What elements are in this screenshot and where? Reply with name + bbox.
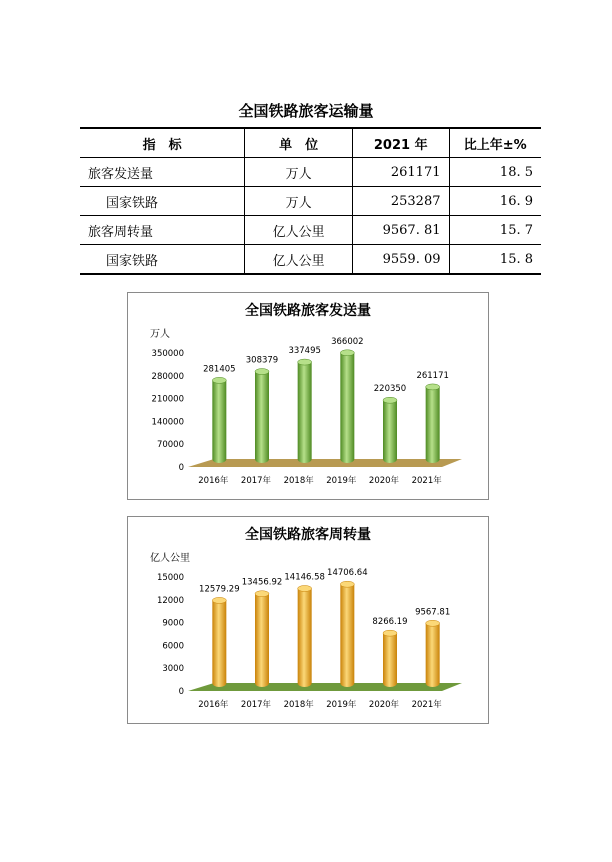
x-tick-label: 2018年	[283, 476, 314, 486]
header-year: 2021 年	[352, 128, 449, 158]
row-value: 253287	[352, 187, 449, 216]
bar-cap	[383, 397, 397, 403]
page-title: 全国铁路旅客运输量	[238, 102, 374, 120]
data-label: 13456.92	[241, 577, 283, 588]
x-tick-label: 2018年	[283, 700, 314, 710]
row-unit: 亿人公里	[245, 245, 353, 275]
y-tick-label: 0	[178, 687, 184, 697]
y-tick-label: 6000	[162, 641, 184, 652]
bar-cap	[212, 377, 226, 383]
bar-body	[383, 397, 397, 463]
bar-cap	[255, 591, 269, 597]
bar-cap	[340, 581, 354, 587]
y-tick-label: 140000	[151, 417, 184, 428]
bar-cap	[426, 384, 440, 390]
bar	[298, 359, 312, 463]
x-tick-label: 2019年	[326, 476, 357, 486]
bar-body	[340, 581, 354, 687]
row-change: 15. 7	[449, 216, 541, 245]
y-tick-label: 15000	[156, 573, 184, 583]
bar-cap	[255, 369, 269, 375]
row-unit: 万人	[245, 158, 353, 187]
bar	[255, 591, 269, 687]
bar	[426, 620, 440, 687]
chart-title: 全国铁路旅客发送量	[245, 303, 371, 319]
bar	[383, 630, 397, 687]
y-tick-label: 0	[178, 463, 184, 473]
bar-cap	[426, 620, 440, 626]
x-tick-label: 2019年	[326, 700, 357, 710]
header-unit: 单 位	[245, 128, 353, 158]
bar-cap	[383, 630, 397, 636]
passenger-volume-chart-svg	[128, 293, 488, 499]
bar-cap	[298, 585, 312, 591]
bar-body	[212, 597, 226, 687]
statistics-table	[80, 127, 541, 275]
y-tick-label: 210000	[151, 394, 184, 405]
bar	[212, 597, 226, 687]
data-label: 14146.58	[284, 572, 325, 583]
y-axis-unit: 亿人公里	[150, 553, 190, 564]
row-name: 旅客发送量	[80, 158, 245, 187]
bar-body	[298, 359, 312, 463]
x-tick-label: 2016年	[198, 700, 229, 710]
x-tick-label: 2021年	[411, 476, 442, 486]
x-tick-label: 2016年	[198, 476, 229, 486]
data-label: 9567.81	[415, 607, 451, 618]
header-change: 比上年±%	[449, 128, 541, 158]
data-label: 281405	[203, 364, 236, 375]
data-label: 261171	[416, 370, 449, 381]
y-tick-label: 3000	[162, 664, 184, 675]
bar-body	[426, 384, 440, 463]
x-tick-label: 2020年	[368, 700, 400, 710]
chart-floor	[188, 459, 462, 467]
y-axis-unit: 万人	[150, 329, 170, 340]
row-value: 9559. 09	[352, 245, 449, 275]
bar-body	[255, 591, 269, 687]
passenger-turnover-chart	[127, 516, 489, 724]
x-tick-label: 2017年	[240, 476, 272, 486]
row-change: 16. 9	[449, 187, 541, 216]
bar	[383, 397, 397, 463]
row-name: 旅客周转量	[80, 216, 245, 245]
chart-title: 全国铁路旅客周转量	[245, 527, 371, 543]
bar-body	[340, 350, 354, 463]
data-label: 220350	[373, 384, 407, 395]
bar	[340, 581, 354, 687]
table-header-row	[80, 128, 541, 158]
bar-body	[255, 369, 269, 463]
data-label: 8266.19	[372, 617, 408, 628]
bar-cap	[298, 359, 312, 365]
row-unit: 万人	[245, 187, 353, 216]
y-tick-label: 280000	[151, 371, 184, 382]
row-name: 国家铁路	[80, 245, 245, 275]
bar	[255, 369, 269, 463]
table-row	[80, 187, 541, 216]
row-value: 261171	[352, 158, 449, 187]
y-tick-label: 12000	[156, 595, 184, 606]
bar-body	[212, 377, 226, 463]
table-row	[80, 158, 541, 187]
row-name: 国家铁路	[80, 187, 245, 216]
row-value: 9567. 81	[352, 216, 449, 245]
x-tick-label: 2021年	[411, 700, 442, 710]
data-label: 308379	[245, 355, 279, 366]
bar	[212, 377, 226, 463]
passenger-turnover-chart-svg	[128, 517, 488, 723]
row-change: 18. 5	[449, 158, 541, 187]
data-label: 366002	[331, 336, 364, 347]
bar	[340, 350, 354, 463]
bar-cap	[340, 350, 354, 356]
data-label: 12579.29	[199, 584, 240, 595]
data-label: 337495	[288, 346, 321, 357]
chart-floor	[188, 683, 462, 691]
bar-body	[426, 620, 440, 687]
row-change: 15. 8	[449, 245, 541, 275]
bar	[298, 585, 312, 687]
y-tick-label: 350000	[151, 349, 184, 359]
x-tick-label: 2020年	[368, 476, 400, 486]
table-row	[80, 216, 541, 245]
bar-body	[383, 630, 397, 687]
y-tick-label: 70000	[156, 440, 184, 451]
bar	[426, 384, 440, 463]
bar-body	[298, 585, 312, 687]
row-unit: 亿人公里	[245, 216, 353, 245]
passenger-volume-chart	[127, 292, 489, 500]
table-row	[80, 245, 541, 275]
y-tick-label: 9000	[162, 618, 184, 629]
bar-cap	[212, 597, 226, 603]
data-label: 14706.64	[327, 568, 368, 579]
header-indicator: 指 标	[80, 128, 245, 158]
x-tick-label: 2017年	[240, 700, 272, 710]
